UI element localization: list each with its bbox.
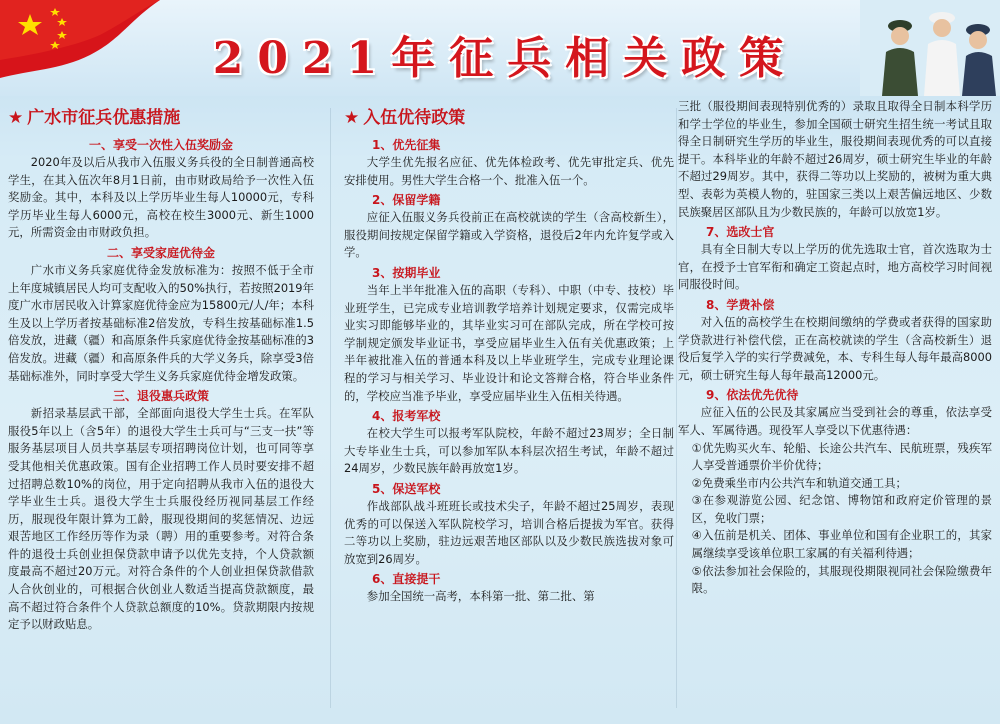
column-guangshui-measures	[8, 98, 314, 634]
list-item: ③在参观游览公园、纪念馆、博物馆和政府定价管理的景区，免收门票；	[691, 493, 992, 525]
paragraph: 2020年及以后从我市入伍服义务兵役的全日制普通高校学生，在其入伍次年8月1日前，由市财政局给予一次性入伍奖励金。其中，本科及以上学历毕业生每人10000元，专科学历毕业生每人6000元，高校在校生3000元、新生1000元，所需资金由市财政负担。	[8, 155, 314, 240]
paragraph: 三批（服役期间表现特别优秀的）录取且取得全日制本科学历和学士学位的毕业生，参加全国硕士研究生招生统一考试且取得全日制研究生学历的毕业生，服役期间表现优秀的可以直接提干。本科毕业的年龄不超过26周岁，硕士研究生毕业的年龄不超过29周岁。其中，获得二等功以上奖励的，被树为重大典型、表彰为英模人物的，驻国家三类以上艰苦偏远地区、少数民族聚居区部队且为少数民族的，年龄可以放宽1岁。	[678, 99, 992, 219]
star-icon: ★	[344, 108, 360, 128]
column-divider	[676, 108, 677, 708]
list-item: ②免费乘坐市内公共汽车和轨道交通工具；	[691, 475, 907, 490]
subsection-title: 4、报考军校	[372, 409, 441, 424]
paragraph: 应征入伍的公民及其家属应当受到社会的尊重，依法享受军人、军属待遇。现役军人享受以下优惠待遇：	[678, 405, 992, 437]
subsection-title: 二、享受家庭优待金	[106, 245, 215, 260]
paragraph: 作战部队战斗班班长或技术尖子，年龄不超过25周岁，表现优秀的可以保送入军队院校学习，培训合格后提拔为军官。获得二等功以上奖励，驻边远艰苦地区部队以及少数民族选拔对象可放宽到26周岁。	[344, 498, 674, 566]
section-heading-text: 广水市征兵优惠措施	[27, 108, 181, 128]
paragraph: 应征入伍服义务兵役前正在高校就读的学生（含高校新生），服役期间按规定保留学籍或入学资格，退役后2年内允许复学或入学。	[344, 210, 674, 260]
list-item: ⑤依法参加社会保险的，其服现役期限视同社会保险缴费年限。	[691, 563, 992, 596]
national-flag-icon	[0, 0, 160, 80]
subsection-title: 一、享受一次性入伍奖励金	[88, 138, 233, 152]
subsection-title: 2、保留学籍	[372, 193, 441, 208]
subsection-title: 6、直接提干	[372, 572, 441, 587]
paragraph: 具有全日制大专以上学历的优先选取士官，首次选取为士官，在授予士官军衔和确定工资起点时，地方高校学习时间视同服役时间。	[678, 242, 992, 292]
paragraph: 对入伍的高校学生在校期间缴纳的学费或者获得的国家助学贷款进行补偿代偿，正在高校就读的学生（含高校新生）退役后复学入学的实行学费减免，本、专科生每人每年最高8000元，硕士研究生每人每年最高12000元。	[678, 314, 992, 382]
subsection-title: 3、按期毕业	[372, 265, 441, 280]
column-enlistment-benefits-continued	[678, 98, 992, 598]
paragraph: 大学生优先报名应征、优先体检政考、优先审批定兵、优先安排使用。男性大学生合格一个、批准入伍一个。	[344, 155, 674, 187]
section-heading	[8, 106, 314, 130]
column-enlistment-benefits	[344, 98, 674, 606]
list-item: ①优先购买火车、轮船、长途公共汽车、民航班票，残疾军人享受普通票价半价优待；	[691, 440, 992, 473]
subsection-title: 1、优先征集	[372, 138, 441, 152]
soldiers-illustration-icon	[860, 0, 1000, 96]
section-heading-text: 入伍优待政策	[363, 108, 466, 128]
paragraph: 在校大学生可以报考军队院校，年龄不超过23周岁；全日制大专毕业生士兵，可以参加军队本科层次招生考试，年龄不超过24周岁，少数民族年龄再放宽1岁。	[344, 426, 674, 476]
paragraph: 当年上半年批准入伍的高职（专科）、中职（中专、技校）毕业班学生，已完成专业培训教学培养计划规定要求，仅需完成毕业实习即能够毕业的，其毕业实习可在部队完成，所在学校可按学制规定颁发毕业证书，享受应届毕业生入伍有关优惠政策；上半年被批准入伍的普通本科及以上毕业班学生，完成专业理论课程的学习与相关学习、毕业设计和论文答辩合格，符合毕业条件的，学校应当准予毕业，享受应届毕业生入伍相关待遇。	[344, 282, 674, 403]
section-heading	[344, 106, 674, 130]
paragraph: 新招录基层武干部，全部面向退役大学生士兵。在军队服役5年以上（含5年）的退役大学生士兵可与“三支一扶”等服务基层项目人员共享基层专项招聘岗位计划，也可同等享受其他相关优惠政策。国有企业招聘工作人员时要安排不超过招聘总数10%的岗位，用于定向招聘从我市入伍的退役大学毕业生士兵。退役大学生士兵服役经历视同基层工作经历，服现役年限计算为工龄，服现役期间的奖惩情况、边远艰苦地区工作经历等作为录（聘）用的重要参考。对符合条件的退役士兵创业担保贷款申请予以优先支持，个人贷款额度最高不超过20万元。对符合条件的个人创业担保贷款借款人合伙创业的，可根据合伙创业人数适当提高贷款额度，最高不超过符合条件个人贷款总额度的10%。贷款期限内按规定予以财政贴息。	[8, 406, 314, 632]
subsection-title: 9、依法优先优待	[706, 388, 799, 403]
subsection-title: 7、选改士官	[706, 225, 775, 240]
poster-header	[0, 0, 1000, 96]
page-title: 2021年征兵相关政策	[212, 33, 798, 84]
subsection-title: 5、保送军校	[372, 481, 441, 496]
subsection-title: 三、退役惠兵政策	[112, 389, 209, 404]
subsection-title: 8、学费补偿	[706, 297, 775, 312]
paragraph: 广水市义务兵家庭优待金发放标准为：按照不低于全市上年度城镇居民人均可支配收入的50%执行，若按照2019年度广水市居民收入计算家庭优待金应为15800元/人/年；本科生及以上学历者按基础标准2倍发放，专科生按基础标准1.5倍发放，进藏（疆）和高原条件兵家庭优待金按基础标准的3倍发放。进藏（疆）和高原条件兵的大学义务兵，除享受3倍基础标准外，同时享受大学生义务兵家庭优待金增发政策。	[8, 262, 314, 383]
column-divider	[330, 108, 331, 708]
list-item: ④入伍前是机关、团体、事业单位和国有企业职工的，其家属继续享受该单位职工家属的有关福利待遇；	[691, 528, 992, 561]
star-icon: ★	[8, 108, 24, 128]
paragraph: 参加全国统一高考，本科第一批、第二批、第	[366, 589, 595, 604]
